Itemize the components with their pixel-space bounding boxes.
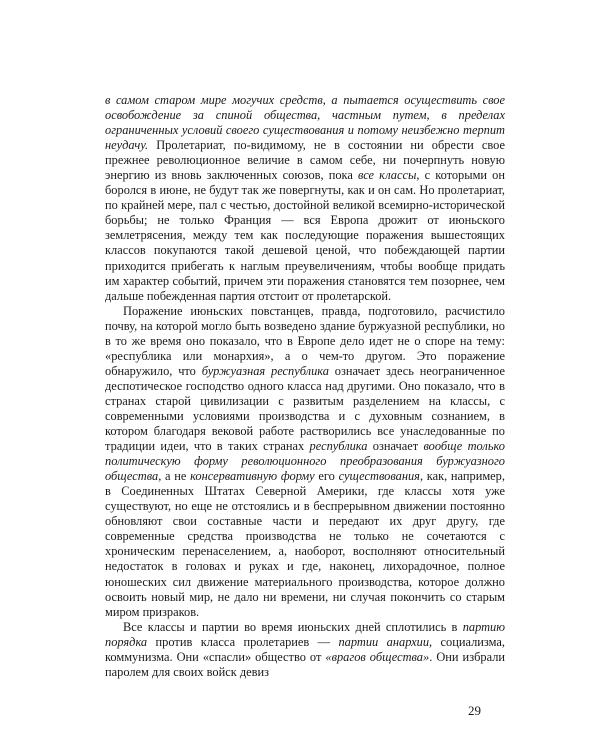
text-segment: , как, например, в Соединенных Штатах Северной Америки, где классы хотя уже существуют, но еще не отстоялись и в беспрерывном движении постоянно обновляют свои составные части и передают их друг другу, где современные средства производства не только не сочетаются с хроническим перенаселением, а, наоборот, восполняют относительный недостаток в головах и руках и где, наконец, лихорадочное, полное юношеских сил движение материального производства, которое должно освоить новый мир, не дало ни времени, ни случая покончить со старым миром призраков. — [105, 469, 505, 619]
page-number: 29 — [468, 703, 481, 718]
text-segment: , с которыми он боролся в июне, не будут так же повергнуты, как и он сам. Но пролетариат, по крайней мере, пал с честью, достойной великой всемирно-исторической борьбы; не только Франция — вся Европа дрожит от июньского землетрясения, между тем как последующие поражения вышестоящих классов покупаются такой дешевой ценой, что побеждающей партии приходится прибегать к наглым преувеличениям, чтобы вообще придать им характер событий, причем эти поражения становятся тем позорнее, чем дальше побежденная партия отстоит от пролетарской. — [105, 168, 505, 303]
text-segment: Поражение июньских повстанцев, правда, подготовило, расчистило почву, на которой могло быть возведено здание буржуазной республики, но в то же время оно показало, что в Европе дело идет не о споре на тему: «республика или монархия», а о чем-то другом. Это поражение обнаружило, что — [105, 303, 505, 378]
text-segment: вообще только политическую форму революционного преобразования буржуазного общества — [105, 439, 505, 484]
text-segment: в самом старом мире могучих средств, а пытается осуществить свое освобождение за спиной общества, частным путем, в пределах ограниченных условий своего существования и потому неизбежно терпит неудачу. — [105, 93, 505, 153]
text-segment: все классы — [358, 168, 417, 183]
text-segment: , социализма, коммунизма. Они «спасли» общество от — [105, 634, 505, 664]
text-segment: консервативную форму — [190, 469, 315, 484]
book-page — [105, 93, 505, 713]
text-segment: , а не — [158, 469, 191, 484]
text-segment: существования — [338, 469, 420, 484]
paragraph-2 — [105, 304, 505, 620]
text-segment: Пролетариат, по-видимому, не в состоянии ни обрести свое прежнее революционное величие в самом себе, ни почерпнуть новую энергию из вновь заключенных союзов, пока — [105, 138, 505, 183]
text-segment: Все классы и партии во время июньских дней сплотились в — [123, 619, 463, 634]
text-segment: партии анархии — [338, 634, 430, 649]
text-segment: партию порядка — [105, 619, 505, 649]
paragraph-3 — [105, 620, 505, 680]
text-segment: «врагов общества» — [325, 649, 430, 664]
text-segment: республика — [309, 439, 368, 454]
text-segment: . Они избрали паролем для своих войск девиз — [105, 649, 506, 679]
text-segment: его — [314, 469, 339, 484]
paragraph-1 — [105, 93, 505, 304]
text-segment: против класса пролетариев — — [147, 634, 339, 649]
text-segment: означает здесь неограниченное деспотическое господство одного класса над другими. Оно показало, что в странах старой цивилизации с развитым разделением на классы, с современными условиями производства и с духовным сознанием, в котором благодаря вековой работе растворились все унаследованные по традиции идеи, что в таких странах — [105, 363, 505, 454]
text-segment: означает — [367, 439, 424, 454]
text-segment: буржуазная республика — [201, 363, 329, 378]
